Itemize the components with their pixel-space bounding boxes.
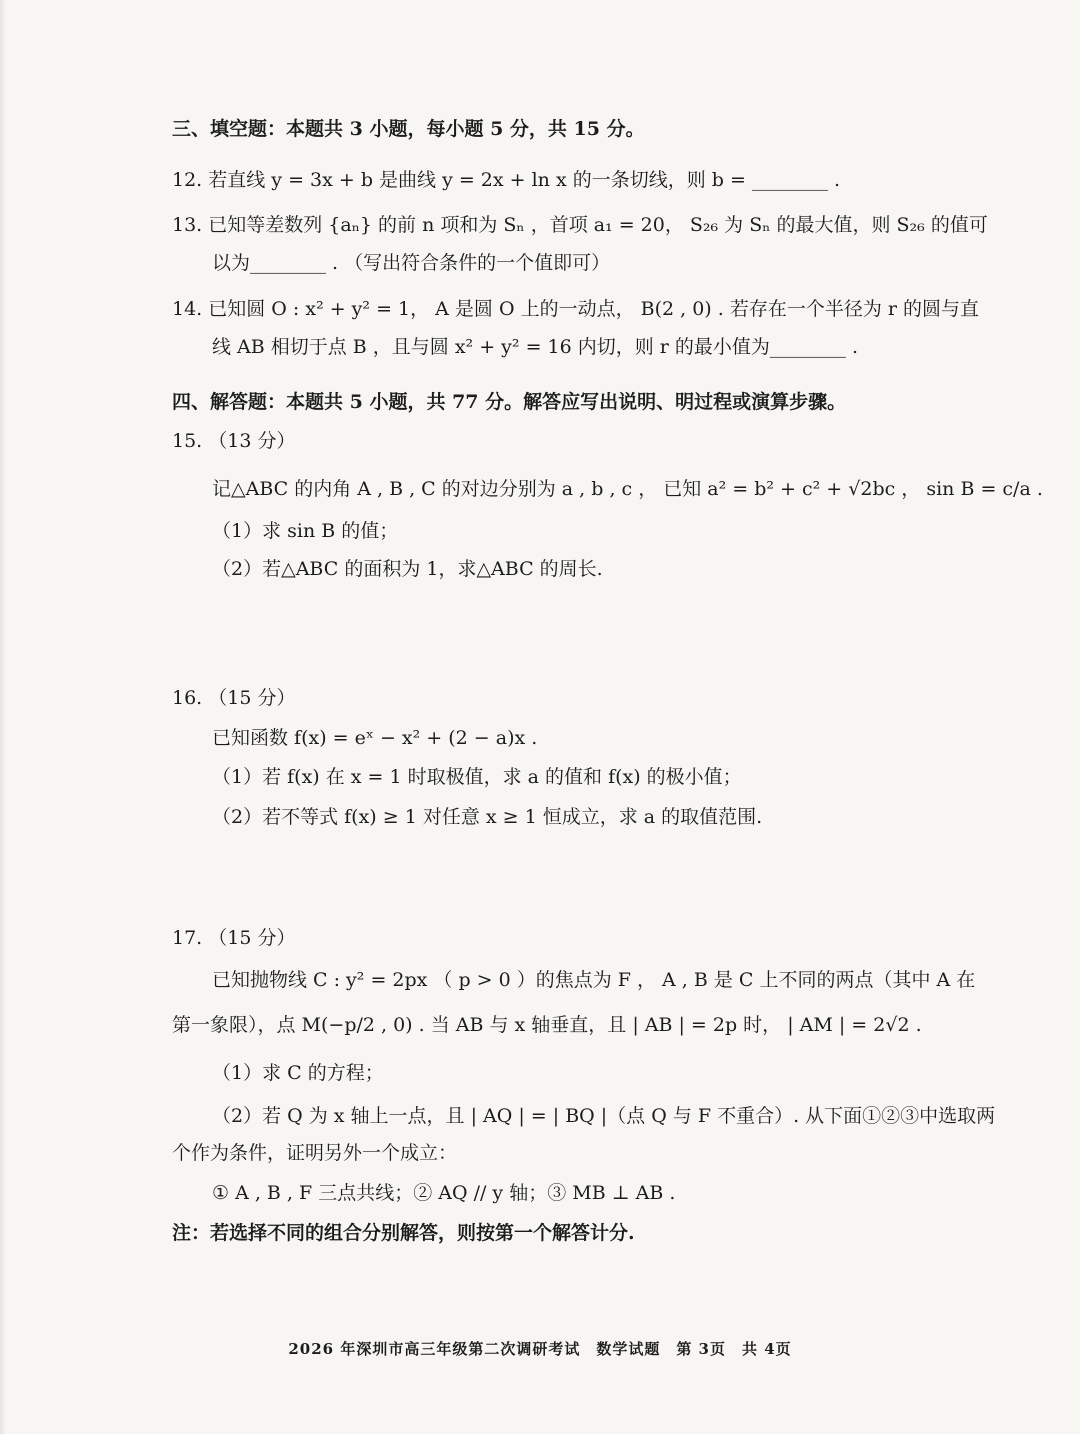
question-17-stem-line2: 第一象限），点 M(−p/2 , 0) . 当 AB 与 x 轴垂直，且 | AB | = 2p 时， | AM | = 2√2 . <box>172 1014 922 1036</box>
question-16-title: 16. （15 分） <box>172 687 296 709</box>
question-17-title: 17. （15 分） <box>172 927 296 949</box>
fill-blank-heading: 三、填空题：本题共 3 小题，每小题 5 分，共 15 分。 <box>172 118 645 140</box>
question-15-stem: 记△ABC 的内角 A , B , C 的对边分别为 a , b , c ， 已知 a² = b² + c² + √2bc ， sin B = c/a . <box>212 478 1043 500</box>
question-15-part1: （1）求 sin B 的值； <box>212 520 399 542</box>
question-14-line1: 14. 已知圆 O : x² + y² = 1， A 是圆 O 上的一动点， B(2 , 0) . 若存在一个半径为 r 的圆与直 <box>172 298 979 320</box>
answer-heading: 四、解答题：本题共 5 小题，共 77 分。解答应写出说明、明过程或演算步骤。 <box>172 391 847 413</box>
question-12: 12. 若直线 y = 3x + b 是曲线 y = 2x + ln x 的一条切线，则 b = ________ . <box>172 169 840 191</box>
question-17-note: 注：若选择不同的组合分别解答，则按第一个解答计分. <box>172 1222 635 1244</box>
question-13-line1: 13. 已知等差数列 {aₙ} 的前 n 项和为 Sₙ ，首项 a₁ = 20， S₂₆ 为 Sₙ 的最大值，则 S₂₆ 的值可 <box>172 214 988 236</box>
page-footer: 2026 年深圳市高三年级第二次调研考试 数学试题 第 3页 共 4页 <box>288 1340 792 1358</box>
question-13-line2: 以为________ . （写出符合条件的一个值即可） <box>212 252 611 274</box>
question-15-title: 15. （13 分） <box>172 430 296 452</box>
question-17-part1: （1）求 C 的方程； <box>212 1062 384 1084</box>
question-15-part2: （2）若△ABC 的面积为 1，求△ABC 的周长. <box>212 558 603 580</box>
question-17-part2-line2: 个作为条件，证明另外一个成立： <box>172 1142 458 1164</box>
question-16-stem: 已知函数 f(x) = eˣ − x² + (2 − a)x . <box>212 727 538 749</box>
question-17-part2-line1: （2）若 Q 为 x 轴上一点，且 | AQ | = | BQ |（点 Q 与 F 不重合）. 从下面①②③中选取两 <box>212 1105 996 1127</box>
scan-edge <box>0 0 6 1434</box>
question-16-part2: （2）若不等式 f(x) ≥ 1 对任意 x ≥ 1 恒成立，求 a 的取值范围. <box>212 806 763 828</box>
question-14-line2: 线 AB 相切于点 B ，且与圆 x² + y² = 16 内切，则 r 的最小值为________ . <box>212 336 858 358</box>
question-17-conditions: ① A , B , F 三点共线；② AQ // y 轴；③ MB ⊥ AB . <box>212 1182 676 1204</box>
question-17-stem-line1: 已知抛物线 C : y² = 2px （ p > 0 ）的焦点为 F ， A , B 是 C 上不同的两点（其中 A 在 <box>212 969 976 991</box>
question-16-part1: （1）若 f(x) 在 x = 1 时取极值，求 a 的值和 f(x) 的极小值； <box>212 766 742 788</box>
